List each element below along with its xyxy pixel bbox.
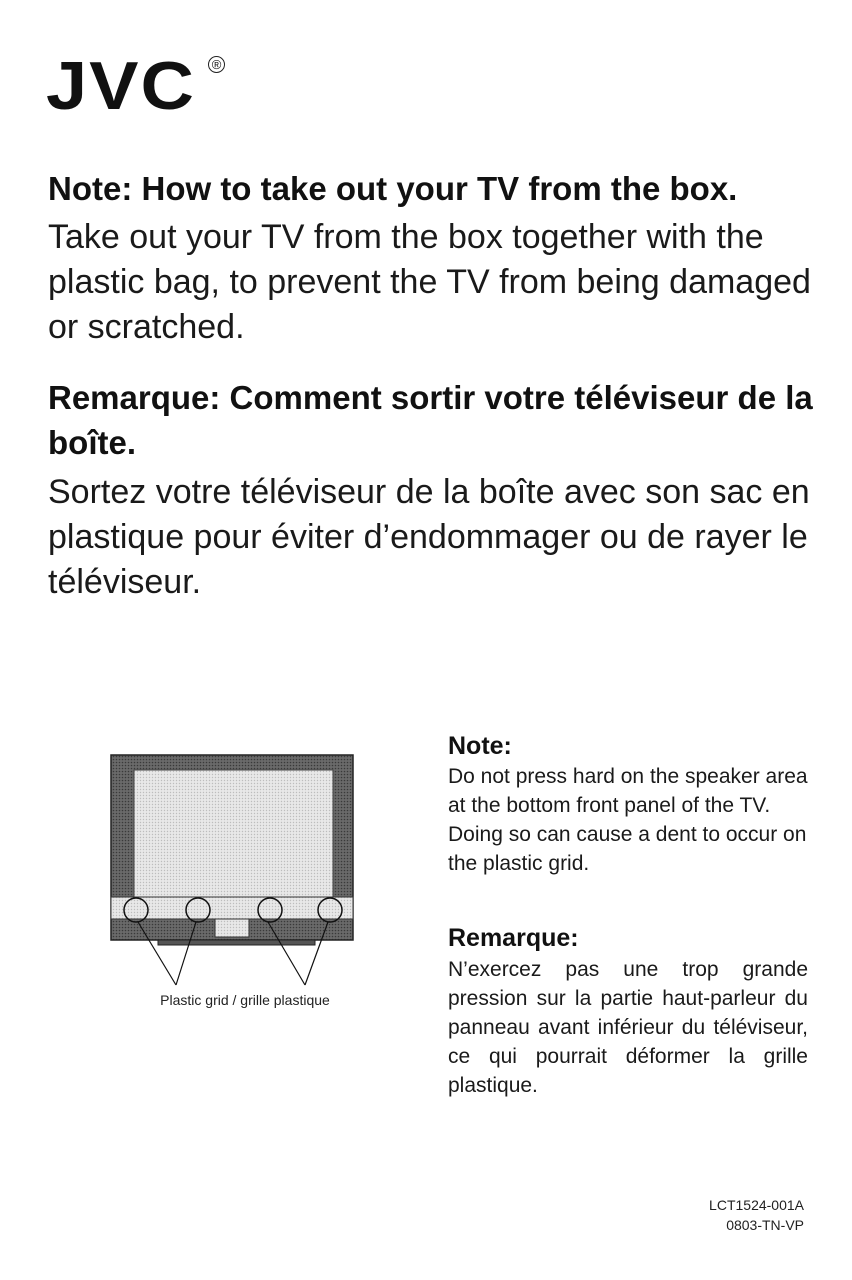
brand-logo <box>46 47 222 126</box>
registered-mark: ® <box>208 56 225 73</box>
print-code: 0803-TN-VP <box>726 1217 804 1233</box>
part-number: LCT1524-001A <box>709 1197 804 1213</box>
note-text: Do not press hard on the speaker area at the bottom front panel of the TV. Doing so can cause a dent to occur on the plastic grid. <box>448 765 808 875</box>
document-codes <box>709 1195 804 1235</box>
heading-english: Note: How to take out your TV from the box. <box>48 170 738 207</box>
figure-caption: Plastic grid / grille plastique <box>160 992 330 1008</box>
remarque-title: Remarque: <box>448 924 579 952</box>
body-french: Sortez votre téléviseur de la boîte avec son sac en plastique pour éviter d’endommager ou de rayer le téléviseur. <box>48 473 810 601</box>
tv-screen <box>134 770 333 918</box>
tv-stand <box>158 940 315 945</box>
tv-illustration <box>100 740 380 1020</box>
body-english: Take out your TV from the box together with the plastic bag, to prevent the TV from being damaged or scratched. <box>48 218 811 346</box>
remarque-text: N’exercez pas une trop grande pression sur la partie haut-parleur du panneau avant inférieur du téléviseur, ce qui pourrait déformer la grille plastique. <box>448 958 808 1097</box>
logo-text: JVC <box>46 47 196 124</box>
tv-neck <box>215 919 249 937</box>
note-title: Note: <box>448 732 512 760</box>
heading-french: Remarque: Comment sortir votre téléviseur de la boîte. <box>48 379 813 461</box>
